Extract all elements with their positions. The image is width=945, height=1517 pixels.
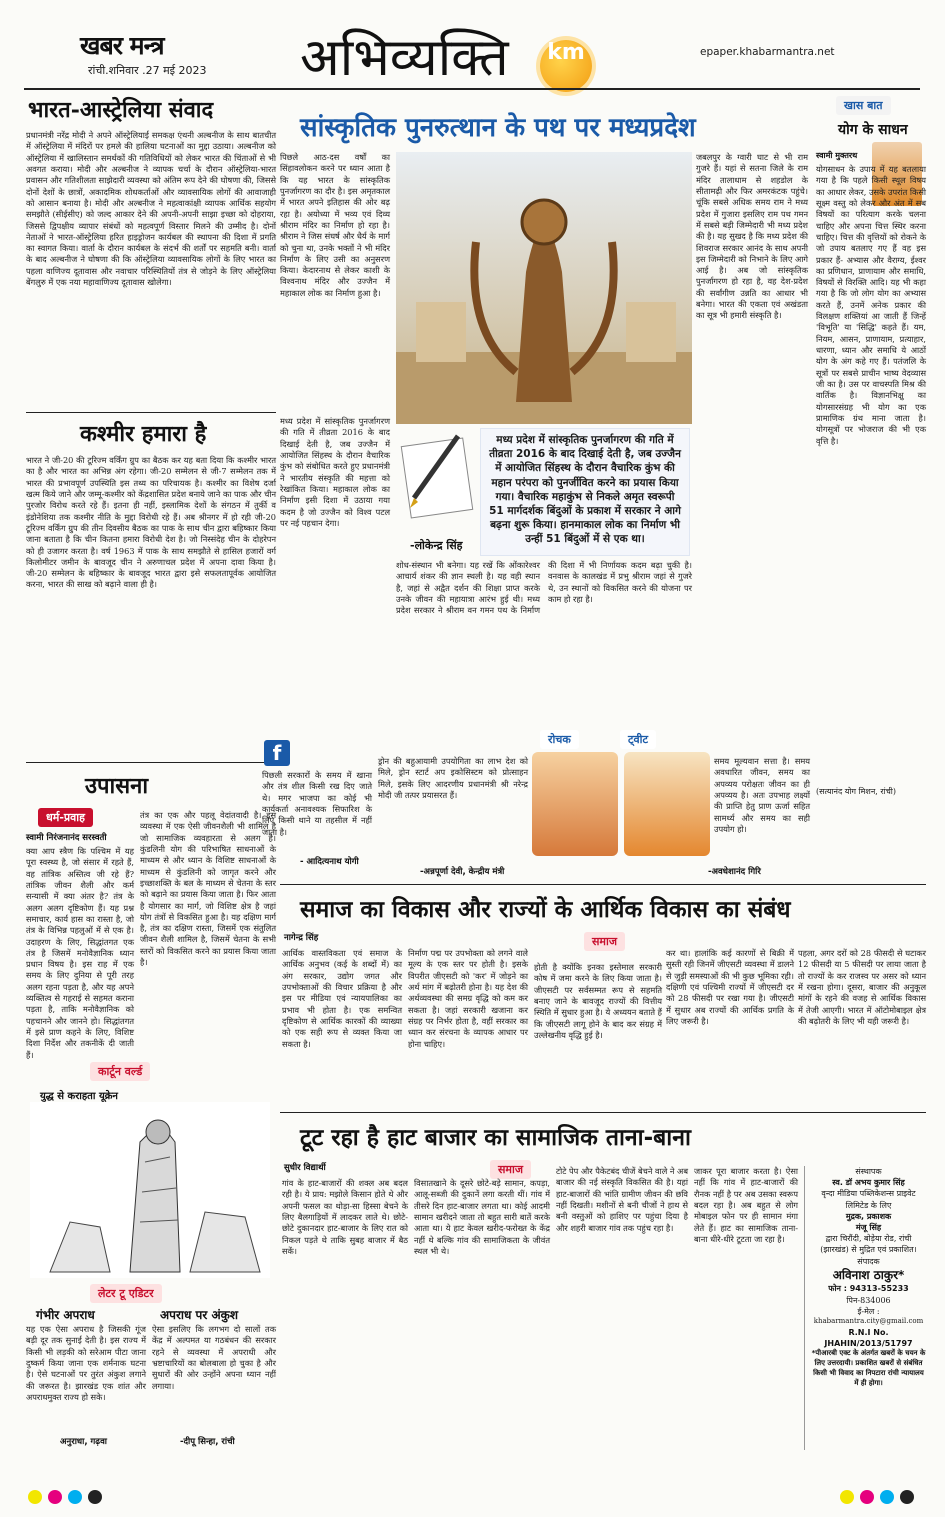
bottom-text-4: जाकर पूरा बाजार करता है। ऐसा नहीं कि गांव में हाट-बाजारों की रौनक नहीं है पर अब उसका स्वरूप बदल रहा है। अब बहुत से लोग मोबाइल फोन पर ही सामान मंगा लेते हैं। हाट का सामाजिक ताना-बाना धीरे-धीरे टूटता जा रहा है। xyxy=(694,1166,798,1244)
imprint-email[interactable]: khabarmantra.city@gmail.com xyxy=(813,1317,924,1326)
divider xyxy=(280,884,926,885)
upasana-byline: स्वामी निरंजनानंद सरस्वती xyxy=(26,833,107,843)
ujjain-sculpture-photo xyxy=(396,152,692,424)
km-logo: km xyxy=(540,40,592,92)
bottom-byline: सुधीर विद्यार्थी xyxy=(284,1163,326,1173)
brand-title: खबर मन्त्र xyxy=(80,31,164,60)
letter-1-heading: गंभीर अपराध xyxy=(36,1308,95,1322)
letter-1-sign: अनुराधा, गढ़वा xyxy=(60,1437,108,1447)
dateline: रांची.शनिवार .27 मई 2023 xyxy=(88,64,207,77)
tweet-1-avatar xyxy=(532,752,618,856)
registration-mark xyxy=(88,1490,102,1504)
tweet-tab-2: ट्वीट xyxy=(620,730,656,749)
yoga-headline: योग के साधन xyxy=(838,122,908,138)
imprint-phone: फोन : 94313-55233 xyxy=(828,1284,909,1294)
mid-text-4: कर था। हालांकि कई कारणों से बिक्री में सुस्ती रही जिनमें जीएसटी व्यवस्था में डालने से जुड़ी समस्याओं की भी कुछ भूमिका रही। दक्षिणी एवं पश्चिमी राज्यों में जीएसटी दर को 28 फीसदी पर रखा गया है। जीएसटी में सुधार अब राज्यों की आर्थिक प्रगति के लिए जरूरी है। xyxy=(666,948,794,1026)
upasana-headline: उपासना xyxy=(85,773,149,799)
yoga-sign: (सत्यानंद योग मिशन, रांची) xyxy=(816,787,896,796)
bottom-text-3: टोटे पेप और पैकेटबंद चीजें बेचने वाले ने अब बाजार की नई संस्कृति विकसित की है। यहां हाट-बाजारों की भांति ग्रामीण जीवन की छवि नहीं दिखती। मशीनों से बनी चीजों ने हाथ से बनी वस्तुओं को हाशिए पर पहुंचा दिया है और शहरी बाजार गांव तक पहुंच रहा है। xyxy=(556,1166,688,1233)
cartoon-tab: कार्टून वर्ल्ड xyxy=(90,1062,150,1081)
imprint-note: *पीआरबी एक्ट के अंतर्गत खबरों के चयन के लिए उत्तरदायी। प्रकाशित खबरों से संबंधित किसी भी विवाद का निपटारा रांची न्यायालय में ही होगा। xyxy=(811,1349,926,1387)
center-text-1: पिछले आठ-दस वर्षों का सिंहावलोकन करने पर ध्यान आता है कि यह भारत के सांस्कृतिक पुनर्जागरण का दौर है। इस अमृतकाल में भारत अपने इतिहास की ओर बढ़ रहा है। अयोध्या में भव्य एवं दिव्य श्रीराम मंदिर का निर्माण हो रहा है। श्रीराम ने जिस संघर्ष और धैर्य के मार्ग को चुना था, उनके भक्तों ने भी मंदिर निर्माण के लिए उसी का अनुसरण किया। केदारनाथ से लेकर काशी के विश्वनाथ मंदिर और उज्जैन में महाकाल लोक का निर्माण हुआ है। xyxy=(280,152,390,298)
registration-mark xyxy=(28,1490,42,1504)
publisher-label: मुद्रक, प्रकाशक xyxy=(845,1211,892,1221)
publisher-name: मंजू सिंह xyxy=(855,1222,882,1232)
mid-text-5: पहला, अगर दरों को 28 फीसदी से घटाकर 12 फीसदी या 5 फीसदी पर लाया जाता है तो राज्यों के कर राजस्व पर असर को ध्यान में रखना होगा। दूसरा, बाजार की अनुकूल मांगों के रहने की वजह से आर्थिक विकास में तेजी आएगी। भारत में ऑटोमोबाइल क्षेत्र की बढ़ोतरी के लिए भी यही जरूरी है। xyxy=(798,948,926,1026)
fb-post-text: पिछली सरकारों के समय में खाना और तंत्र शील किसी रख दिए जाते थे। मगर भाजपा का कोई भी कार्यकर्ता अनावश्यक सिफारिश के लिए किसी थाने या तहसील में नहीं जाता है। xyxy=(262,770,372,837)
registration-mark xyxy=(860,1490,874,1504)
pull-quote xyxy=(480,428,690,556)
letter-2-sign: -दीपू सिन्हा, रांची xyxy=(180,1437,235,1447)
imprint-rni: R.N.I No. JHAHIN/2013/51797 xyxy=(824,1327,913,1349)
imprint-box xyxy=(804,1166,926,1450)
tweet-tab-1: रोचक xyxy=(540,730,579,749)
letters-tab: लेटर टू एडिटर xyxy=(90,1284,162,1303)
left-top-headline: भारत-आस्ट्रेलिया संवाद xyxy=(28,97,214,123)
cartoon-caption: युद्ध से कराहता यूक्रेन xyxy=(40,1091,118,1102)
left-mid-text: भारत ने जी-20 की टूरिज्म वर्किंग ग्रुप का बैठक कर यह बता दिया कि कश्मीर भारत का है और भारत का अभिन्न अंग रहेगा। जी-20 सम्मेलन से जी-7 सम्मेलन तक में भारत की प्रभावपूर्ण उपस्थिति इस तथ्य का परिचायक है। कश्मीर का विशेष दर्जा खत्म किये जाने और जम्मू-कश्मीर को केंद्रशासित प्रदेश बनाये जाने का पाक और चीन पुरजोर विरोध करते रहे हैं। इतना ही नहीं, इस्लामिक देशों के संगठन में तुर्की व इंडोनेशिया तक कश्मीर नीति के मुद्दा विरोधी रहे हैं। अब श्रीनगर में हो रही जी-20 टूरिज्म वर्किंग ग्रुप की तीन दिवसीय बैठक का पाक के साथ चीन द्वारा बहिष्कार किया जाना बताता है कि चीन कितना हमारा विरोधी देश है। जो निस्संदेह चीन के दोहरेपन को ही उजागर करता है। वर्ष 1963 में पाक के साथ समझौते से हासिल हजारों वर्ग किलोमीटर जमीन के बावजूद चीन ने अरुणाचल प्रदेश में अपना दावा किया है। जी-20 सम्मेलन के बहिष्कार के बावजूद भारत द्वारा इसे सफलतापूर्वक आयोजित करना, भारत की साख को बढ़ाने वाला ही है। xyxy=(26,455,276,590)
upasana-text-2: तंत्र का एक और पहलू वेदांतवादी है। इस व्यवस्था में एक ऐसी जीवनशैली भी शामिल है जो सामाजिक व्यवहारता से अलग है। कुंडलिनी योग की परिभाषित साधनाओं के माध्यम से और ध्यान के विशिष्ट साधनाओं के माध्यम से कुंडलिनी को जागृत करने और इच्छाशक्ति के बल के माध्यम से चेतना के स्तर को बढ़ाने का प्रयास किया जाता है। फिर आता है योगसार का मार्ग, जो विशिष्ट क्षेत्र है जहां योग तंत्रों से विकसित हुआ है। यह दक्षिण मार्ग है, तंत्र का दक्षिण रास्ता, जिसमें एक संतुलित जीवन शैली शामिल है, जिसमें चेतना के सभी स्तरों को विकसित करने का प्रयास किया जाता है। xyxy=(140,810,276,968)
bottom-text-1: गांव के हाट-बाजारों की शक्ल अब बदल रही है। ये प्राय: मझोले किसान होते थे और अपनी फसल का थोड़ा-सा हिस्सा बेचने के लिए बैलगाड़ियों में लादकर लाते थे। छोटे-छोटे दुकानदार हाट-बाजार के लिए रात को निकल पड़ते थे ताकि सुबह बाजार में बैठ सकें। xyxy=(282,1178,408,1256)
mid-text-2: निर्माण पद्म पर उपभोक्ता को लगने वाले मूल्य के एक स्तर पर होती है। इसके विपरीत जीएसटी को 'कर' में जोड़ने का अर्थ मांग में बढ़ोतरी होना है। यह देश की अर्थव्यवस्था की समग्र वृद्धि को कम कर सकता है। जहां सरकारी खजाना कर संग्रह पर निर्भर होता है, वहीं सरकार का ध्यान कर संरचना के व्यापक आधार पर होना चाहिए। xyxy=(408,948,528,1049)
fb-post-sign: - आदित्यनाथ योगी xyxy=(300,857,359,867)
left-top-text: प्रधानमंत्री नरेंद्र मोदी ने अपने ऑस्ट्रेलियाई समकक्ष एंथनी अल्बनीज के साथ बातचीत में ऑस्ट्रेलिया में मंदिरों पर हमले की हालिया घटनाओं का मुद्दा उठाया। अल्बनीज को ऑस्ट्रेलिया में खालिस्तान समर्थकों की गतिविधियों को लेकर भारत की चिंताओं से भी अवगत कराया। मोदी और अल्बनीज ने व्यापक चर्चा के दौरान ऑस्ट्रेलिया-भारत प्रवासन और गतिशीलता साझेदारी व्यवस्था को अंतिम रूप देने की घोषणा की, जिससे दोनों देशों के छात्रों, अकादमिक शोधकर्ताओं और व्यावसायिक लोगों की आवाजाही को आसान बनाया है। मोदी और अल्बनीज ने महत्वाकांक्षी व्यापक आर्थिक सहयोग समझौते (सीईसीए) को जल्द आकार देने की अपनी-अपनी साझा इच्छा को दोहराया, जिससे द्विपक्षीय व्यापार संबंधों को महत्वपूर्ण विस्तार मिलने की उम्मीद है। दोनों नेताओं ने भारत-ऑस्ट्रेलिया हरित हाइड्रोजन कार्यबल की स्थापना की दिशा में प्रगति का स्वागत किया। वार्ता के दौरान कार्यबल के संदर्भ की शर्तों पर सहमति बनी। वार्ता के बाद अल्बनीज ने घोषणा की कि ऑस्ट्रेलिया व्यावसायिक लोगों के लिए भारत का पहला वाणिज्य दूतावास और नवाचार परिस्थितियों तंत्र से जोड़ने के लिए ऑस्ट्रेलिया बेंगलुरु में एक नया महावाणिज्य दूतावास खोलेगा। xyxy=(26,130,276,288)
tweet-2-sign: -अवधेशानंद गिरि xyxy=(708,867,761,877)
pen-paper-illustration xyxy=(398,428,476,518)
bottom-text-2: विसातखाने के दूसरे छोटे-बड़े सामान, कपड़ा, आलू-सब्जी की दुकानें लगा करती थीं। गांव में तीसरे दिन हाट-बाजार लगता था। कोई आदमी सामान खरीदने जाता तो बहुत सारी बातें करके आता था। ये हाट केवल खरीद-फरोख्त के केंद्र नहीं थे बल्कि गांव की सामाजिकता के जीवंत स्थल भी थे। xyxy=(414,1178,550,1256)
imprint-email-label: ई-मेल : xyxy=(857,1306,880,1316)
divider xyxy=(26,412,276,413)
founder-name: स्व. डॉ अभय कुमार सिंह xyxy=(832,1178,905,1188)
dharm-tab: धर्म-प्रवाह xyxy=(38,808,93,827)
editor-name: अविनाश ठाकुर* xyxy=(832,1267,905,1282)
mid-text-1: आर्थिक वास्तविकता एवं समाज के आर्थिक अनुभव (कई के शब्दों में) का अंग सरकार, उद्योग जगत और उपभोक्ताओं की विचार प्रक्रिया है और इस पर मीडिया एवं न्यायपालिका का प्रभाव भी होता है। एक समन्वित दृष्टिकोण से आर्थिक कारकों की व्याख्या को एक सही रूप से व्यक्त किया जा सकता है। xyxy=(282,948,402,1049)
imprint-pin: पिन-834006 xyxy=(846,1295,891,1305)
pull-quote-text: मध्य प्रदेश में सांस्कृतिक पुनर्जागरण की गति में तीव्रता 2016 के बाद दिखाई देती है, जब उज्जैन में आयोजित सिंहस्थ के दौरान वैचारिक कुंभ की महान परंपरा को पुनर्जीवित करने का प्रयास किया गया। वैचारिक महाकुंभ से निकले अमृत स्वरूपी 51 मार्गदर्शक बिंदुओं के प्रकाश में सरकार ने आगे बढ़ना शुरू किया। हानमाकाल लोक का निर्माण भी उन्हीं 51 बिंदुओं में से एक था। xyxy=(489,434,681,546)
registration-mark xyxy=(840,1490,854,1504)
khaas-baat-tab: खास बात xyxy=(836,96,891,115)
tweet-1-text: ड्रोन की बहुआयामी उपयोगिता का लाभ देश को मिले, ड्रोन स्टार्ट अप इकोसिस्टम को प्रोत्साहन मिले, इसके लिए आदरणीय प्रधानमंत्री श्री नरेन्द्र मोदी जी तत्पर प्रयासरत हैं। xyxy=(378,756,528,800)
editor-label: संपादक xyxy=(857,1256,880,1266)
registration-mark xyxy=(900,1490,914,1504)
registration-mark xyxy=(68,1490,82,1504)
tweet-2-avatar xyxy=(624,752,710,856)
founder-label: संस्थापक xyxy=(855,1167,882,1176)
samaj-tab-2: समाज xyxy=(490,1160,531,1179)
center-headline: सांस्कृतिक पुनरुत्थान के पथ पर मध्यप्रदेश xyxy=(300,113,696,143)
imprint-text-1: वृन्दा मीडिया पब्लिकेशन्स प्राइवेट लिमिटेड के लिए xyxy=(821,1189,916,1210)
divider xyxy=(26,762,276,763)
mid-headline: समाज का विकास और राज्यों के आर्थिक विकास का संबंध xyxy=(300,897,791,923)
registration-mark xyxy=(48,1490,62,1504)
mid-text-3: होती है क्योंकि इनका इस्तेमाल सरकारी कोष में जमा करने के लिए किया जाता है। जीएसटी पर सर्वसम्मत रूप से सहमति बनाए जाने के बावजूद राज्यों की वित्तीय स्थिति में सुधार हुआ है। ये अध्ययन बताते हैं कि जीएसटी लागू होने के बाद कर संग्रह में उल्लेखनीय वृद्धि हुई है। xyxy=(534,962,662,1040)
divider xyxy=(280,1112,926,1113)
cartoon-illustration xyxy=(30,1102,270,1278)
letter-2-heading: अपराध पर अंकुश xyxy=(160,1308,239,1322)
epaper-link[interactable]: epaper.khabarmantra.net xyxy=(700,46,835,58)
bottom-headline: टूट रहा है हाट बाजार का सामाजिक ताना-बाना xyxy=(300,1125,691,1151)
tweet-2-text: समय मूल्यवान सत्ता है। समय अवधारित जीवन, समय का अपव्यय परोक्षतः जीवन का ही अपव्यय है। अतः उपभाह लक्ष्यों की प्राप्ति हेतु प्राण ऊर्जा सहित सामर्थ्य और समय का सही उपयोग हो। xyxy=(714,756,810,834)
center-text-4: शोध-संस्थान भी बनेगा। यह रखें कि ओंकारेश्वर आचार्य शंकर की ज्ञान स्थली है। यह वही स्थान है, जहां से अद्वैत दर्शन की शिक्षा प्राप्त करके उनके जीवन की महायात्रा आरंभ हुई थी। मध्य प्रदेश सरकार ने श्रीराम वन गमन पथ के निर्माण की दिशा में भी निर्णायक कदम बढ़ा चुकी है। वनवास के कालखंड में प्रभु श्रीराम जहां से गुजरे थे, उन स्थानों को विकसित करने की योजना पर काम हो रहा है। xyxy=(396,560,692,616)
samaj-tab: समाज xyxy=(584,932,625,951)
imprint-text-2: द्वारा चिरौंदी, बोड़ेया रोड, रांची (झारखंड) से मुद्रित एवं प्रकाशित। xyxy=(820,1234,917,1255)
section-title: अभिव्यक्ति xyxy=(300,28,509,88)
upasana-text: क्या आप स्त्रैण कि पश्चिम में यह पूरा स्वस्थ्य है, जो संसार में रहते हैं, वह तांत्रिक अस्तित्व जी रहे हैं? तांत्रिक जीवन शैली और कर्म सन्यासी में क्या अंतर है? तंत्र के अलग अलग दृष्टिकोण हैं। यह प्रश्न समाचार, कार्य हास का रास्ता है, जो तंत्र के विभिन्न पहलुओं में से एक है। उदाहरण के लिए, सिद्धांतगत एक तंत्र है जिसमें मनोवैज्ञानिक ध्यान प्रधान विषय है। इस राह में एक समय के लिए दुनिया से पूरी तरह अलग रहना पड़ता है, और यह अपने व्यक्तित्व से गहराई से सहमत कराना पड़ता है, ताकि मनोवैज्ञानिक को पहचानने और जानने हो। सिद्धांतगत में इसे प्राण कहने के लिए, विशिष्ट दिशा निर्देश और तकनीकें दी जाती हैं। xyxy=(26,846,134,1060)
facebook-icon: f xyxy=(264,740,290,766)
tweet-1-sign: -अन्नपूर्णा देवी, केन्द्रीय मंत्री xyxy=(420,867,505,877)
registration-mark xyxy=(880,1490,894,1504)
left-mid-headline: कश्मीर हमारा है xyxy=(80,421,207,447)
letter-1-text: यह एक ऐसा अपराध है जिसकी गूंज बड़ी दूर तक सुनाई देती है। इस राज्य में किसी भी लड़की को सरेआम पीटा जाना दुष्कर्म किया जाना एक शर्मनाक घटना है। ऐसे घटनाओं पर तुरंत अंकुश लगाने की जरूरत है। झारखंड एक शांत और अपराधमुक्त राज्य हो सके। xyxy=(26,1324,146,1402)
center-text-3: जबलपुर के ग्वारी घाट से भी राम गुजरे हैं। यहां से सतना जिले के राम मंदिर तालाधाम से शहडोल के सीतामढ़ी और फिर अमरकंटक पहुंचे। चूंकि सबसे अधिक समय राम ने मध्य प्रदेश में गुजारा इसलिए राम पथ गमन में सबसे बड़ी जिम्मेदारी भी मध्य प्रदेश की है। यह सुखद है कि मध्य प्रदेश की शिवराज सरकार आनंद के साथ अपनी इस जिम्मेदारी को निभाने के लिए आगे आई है। अब जो सांस्कृतिक पुनर्जागरण हो रहा है, वह देश-प्रदेश की सर्वांगीण उन्नति का आधार भी बनेगा। भारत की एकता एवं अखंडता का सूत्र भी हमारी संस्कृति है। xyxy=(696,152,808,321)
yoga-text: योगसाधन के उपाय में यह बतलाया गया है कि पहले किसी स्थूल विषय का आधार लेकर, उसके उपरांत किसी सूक्ष्म वस्तु को लेकर और अंत में सब विषयों का परित्याग करके चलना चाहिए और अपना चित्त स्थिर करना चाहिए। चित्त की वृत्तियों को रोकने के जो उपाय बतलाए गए हैं वह इस प्रकार हैं- अभ्यास और वैराग्य, ईश्वर का प्रणिधान, प्राणायाम और समाधि, विषयों से विरक्ति आदि। यह भी कहा गया है कि जो लोग योग का अभ्यास करते हैं, उनमें अनेक प्रकार की विलक्षण शक्तियां आ जाती हैं जिन्हें 'विभूति' या 'सिद्धि' कहते हैं। यम, नियम, आसन, प्राणायाम, प्रत्याहार, धारणा, ध्यान और समाधि ये आठों योग के अंग कहे गए हैं। पतंजलि के सूत्रों पर सबसे प्राचीन भाष्य वेदव्यास जी का है। उस पर वाचस्पति मिश्र की वार्तिक है। विज्ञानभिक्षु का योगसारसंग्रह भी योग का एक प्रामाणिक ग्रंथ माना जाता है। योगसूत्रों पर भोजराज की भी एक वृत्ति है। xyxy=(816,164,926,446)
letter-2-text: ऐसा इसलिए कि लगभग दो सालों तक केंद्र में अल्पमत या गठबंधन की सरकार रहने से व्यवस्था में अपराधी और भ्रष्टाचारियों का बोलबाला हो चुका है और सुधारों की ओर उन्होंने अपना ध्यान नहीं लगाया। xyxy=(152,1324,276,1391)
masthead-rule xyxy=(24,88,920,90)
center-text-2: मध्य प्रदेश में सांस्कृतिक पुनर्जागरण की गति में तीव्रता 2016 के बाद दिखाई देती है, जब उज्जैन में आयोजित सिंहस्थ के दौरान वैचारिक कुंभ को संबोधित करते हुए प्रधानमंत्री ने भारतीय संस्कृति की महत्ता को रेखांकित किया। महाकाल लोक का निर्माण इसी दिशा में उठाया गया कदम है जो उज्जैन को विश्व पटल पर नई पहचान देगा। xyxy=(280,416,390,528)
yoga-byline: स्वामी मुक्तरथ xyxy=(816,151,858,160)
mid-byline: नागेन्द्र सिंह xyxy=(284,933,319,943)
article-author: -लोकेन्द्र सिंह xyxy=(410,539,463,552)
